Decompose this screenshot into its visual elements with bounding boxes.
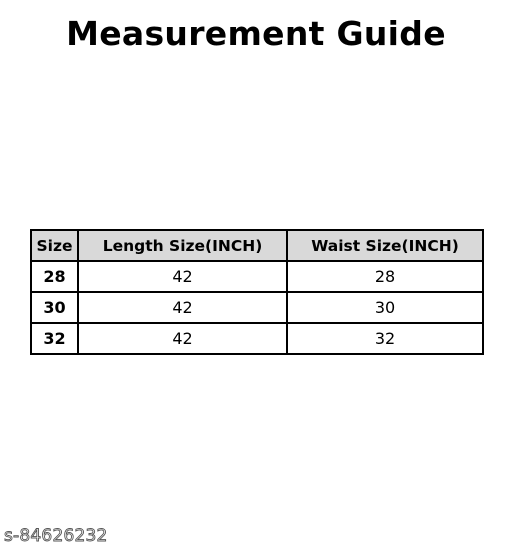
size-cell: 32 — [31, 323, 78, 354]
table-row — [31, 292, 483, 323]
length-cell: 42 — [78, 261, 287, 292]
size-cell: 30 — [31, 292, 78, 323]
header-size: Size — [31, 230, 78, 261]
table-row — [31, 261, 483, 292]
watermark-id: s-84626232 — [4, 526, 108, 546]
size-cell: 28 — [31, 261, 78, 292]
waist-cell: 30 — [287, 292, 483, 323]
measurement-table — [30, 229, 484, 355]
header-waist-size: Waist Size(INCH) — [287, 230, 483, 261]
table-header-row — [31, 230, 483, 261]
length-cell: 42 — [78, 292, 287, 323]
waist-cell: 28 — [287, 261, 483, 292]
page-title: Measurement Guide — [66, 14, 446, 53]
table-row — [31, 323, 483, 354]
length-cell: 42 — [78, 323, 287, 354]
waist-cell: 32 — [287, 323, 483, 354]
header-length-size: Length Size(INCH) — [78, 230, 287, 261]
